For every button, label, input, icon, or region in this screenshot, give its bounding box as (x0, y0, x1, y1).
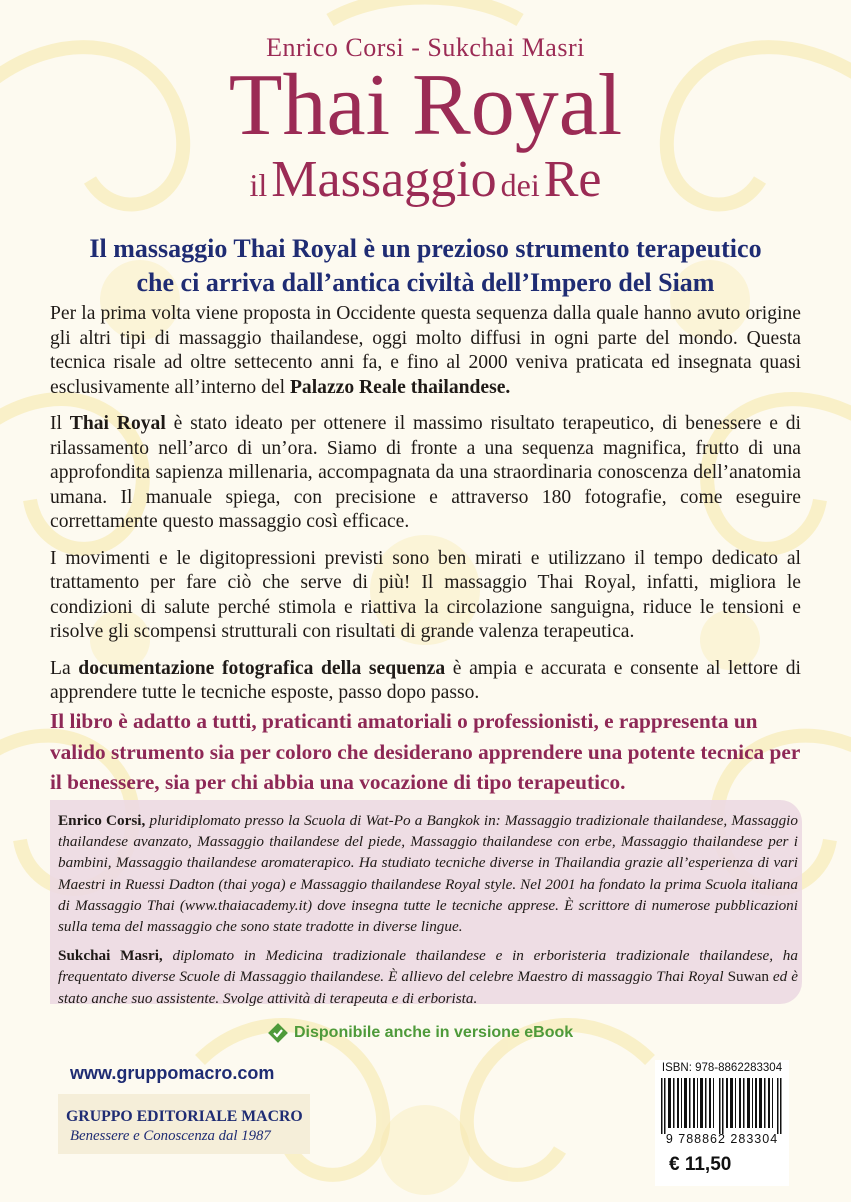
subtitle-il: il (249, 167, 268, 203)
paragraph-4-text: è ampia e accurata e consente al lettore di apprendere tutte le tecniche esposte, passo dopo passo. (50, 657, 801, 703)
barcode-number: 9 788862 283304 (665, 1132, 779, 1146)
publisher-name: GRUPPO EDITORIALE MACRO (66, 1108, 303, 1125)
bio-enrico-text: pluridiplomato presso la Scuola di Wat-Po a Bangkok in: Massaggio tradizionale thailandese, Massaggio thailandese avanzato, Massaggio thailandese del piede, Massaggio thailandese con erbe, Massaggio thailandese per i bambini, Massaggio thailandese aromaterapico. Ha studiato tecniche diverse in Thailandia grazie all’esperienza di vari Maestri in Ruessi Dadton (thai yoga) e Massaggio thailandese Royal style. Nel 2001 ha fondato la prima Scuola italiana di Massaggio Thai (www.thaiacademy.it) dove insegna tutte le tecniche apprese. È scrittore di numerose pubblicazioni sulla tema del massaggio che sono state tradotte in diverse lingue. (58, 812, 798, 936)
paragraph-2-pre: Il (50, 413, 70, 434)
bio-sukchai (58, 945, 798, 1009)
subtitle-dei: dei (500, 167, 540, 203)
paragraph-1-bold: Palazzo Reale thailandese. (289, 376, 511, 398)
description (50, 302, 801, 718)
paragraph-1 (50, 302, 801, 400)
website-link[interactable]: www.gruppomacro.com (70, 1063, 275, 1083)
author-bio-box (50, 800, 802, 1007)
book-subtitle (0, 151, 851, 208)
authors: Enrico Corsi - Sukchai Masri (266, 33, 585, 62)
paragraph-4-bold: documentazione fotografica della sequenza (78, 657, 446, 679)
bio-sukchai-upright: Suwan (723, 968, 769, 986)
headline-line-2: che ci arriva dall’antica civiltà dell’Impero del Siam (136, 268, 715, 297)
paragraph-4-pre: La (50, 657, 79, 679)
ebook-notice (268, 1023, 573, 1043)
subtitle-re: Re (543, 151, 602, 208)
bio-enrico-name: Enrico Corsi, (58, 812, 146, 829)
paragraph-2 (50, 412, 801, 535)
paragraph-2-text: è stato ideato per ottenere il massimo risultato terapeutico, di benessere e di rilassamento nell’arco di un’ora. Siamo di fronte a una sequenza magnifica, frutto di una approfondita sapienza millenaria, accompagnata da una straordinaria conoscenza dell’anatomia umana. Il manuale spiega, con precisione e attraverso 180 fotografie, come eseguire correttamente questo massaggio così efficace. (50, 413, 801, 532)
isbn: ISBN: 978-8862283304 (661, 1062, 783, 1074)
paragraph-2-bold: Thai Royal (69, 413, 166, 434)
headline (30, 232, 821, 300)
publisher-box (58, 1094, 310, 1154)
barcode-box (655, 1060, 789, 1186)
price: € 11,50 (669, 1154, 732, 1175)
publisher-tagline: Benessere e Conoscenza dal 1987 (70, 1128, 271, 1144)
subtitle-massaggio: Massaggio (271, 151, 497, 208)
barcode-icon (659, 1078, 785, 1134)
ebook-check-icon (268, 1023, 288, 1043)
headline-line-1: Il massaggio Thai Royal è un prezioso strumento terapeutico (89, 234, 762, 263)
paragraph-3 (50, 547, 801, 645)
highlight-text: Il libro è adatto a tutti, praticanti amatoriali o professionisti, e rappresenta un valido strumento sia per coloro che desiderano apprendere una potente tecnica per il benessere, sia per chi abbia una vocazione di tipo terapeutico. (50, 709, 800, 794)
paragraph-1-text: Per la prima volta viene proposta in Occidente questa sequenza dalla quale hanno avuto origine gli altri tipi di massaggio thailandese, oggi molto diffusi in ogni parte del mondo. Questa tecnica risale ad oltre settecento anni fa, e fino al 2000 veniva praticata ed insegnata quasi esclusivamente all’interno del (50, 303, 801, 398)
paragraph-3-text: I movimenti e le digitopressioni previsti sono ben mirati e utilizzano il tempo dedicato al trattamento per fare ciò che serve di più! Il massaggio Thai Royal, infatti, migliora le condizioni di salute perché stimola e riattiva la circolazione sanguigna, riduce le tensioni e risolve gli scompensi strutturali con risultati di grande valenza terapeutica. (50, 547, 801, 642)
ebook-label: Disponibile anche in versione eBook (294, 1024, 574, 1041)
bio-enrico (58, 810, 798, 937)
bio-sukchai-name: Sukchai Masri, (58, 947, 163, 965)
paragraph-4 (50, 657, 801, 706)
bio-sukchai-text: diplomato in Medicina tradizionale thailandese e in erboristeria tradizionale thailandese, ha frequentato diverse Scuole di Massaggio thailandese. È allievo del celebre Maestro di massaggio Thai Royal (58, 947, 798, 986)
book-title: Thai Royal (228, 57, 623, 154)
bio-sukchai-text2: ed è stato anche suo assistente. Svolge attività di terapeuta e di erborista. (58, 968, 799, 1007)
